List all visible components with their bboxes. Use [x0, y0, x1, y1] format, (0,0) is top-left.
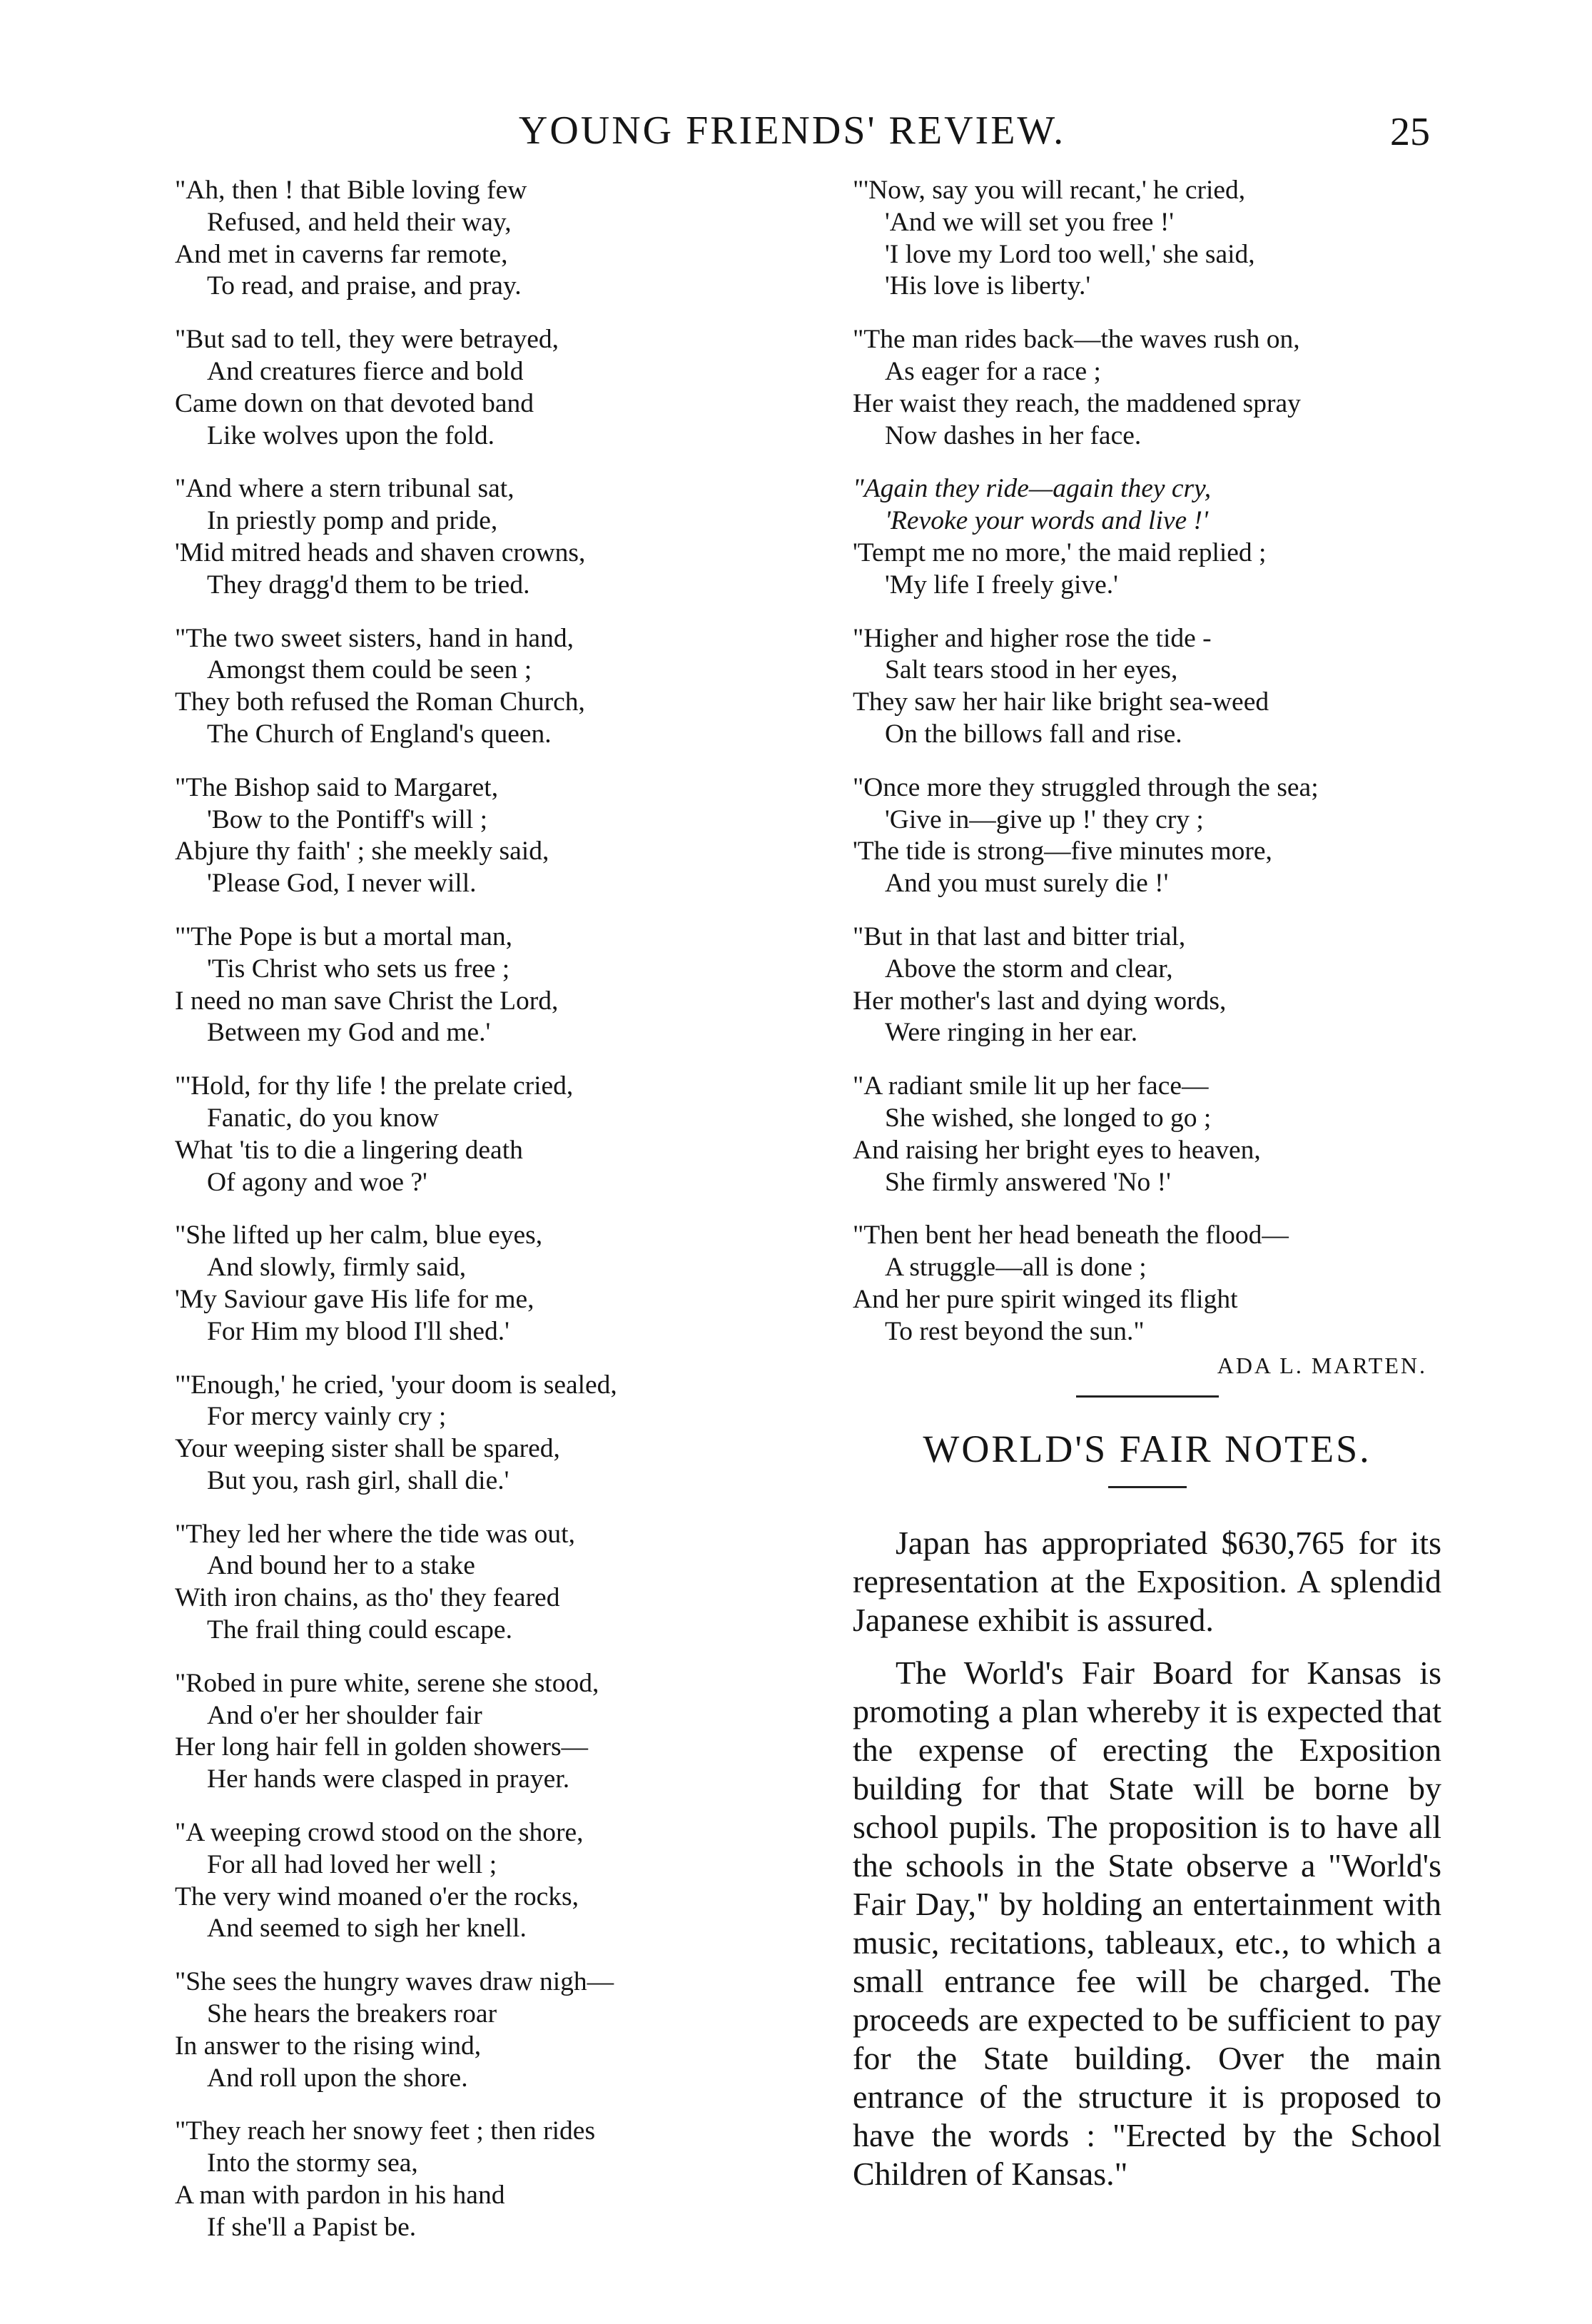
poem-stanza	[175, 1519, 781, 1647]
poem-line: "She sees the hungry waves draw nigh—	[175, 1967, 614, 1997]
title-divider	[1108, 1486, 1187, 1488]
poem-line: 'Please God, I never will.	[207, 869, 477, 899]
poem-line: And o'er her shoulder fair	[207, 1700, 482, 1730]
poem-line: "But sad to tell, they were betrayed,	[175, 325, 559, 355]
poem-line: Of agony and woe ?'	[207, 1167, 427, 1197]
poem-line: And seemed to sigh her knell.	[207, 1914, 527, 1944]
poem-line: A man with pardon in his hand	[175, 2181, 505, 2211]
poem-stanza	[175, 1817, 781, 1945]
poem-line: The Church of England's queen.	[207, 719, 552, 749]
poem-line: I need no man save Christ the Lord,	[175, 986, 559, 1016]
poem-line: 'The tide is strong—five minutes more,	[853, 837, 1272, 867]
poem-line: And her pure spirit winged its flight	[853, 1284, 1238, 1314]
poem-line: "Robed in pure white, serene she stood,	[175, 1668, 599, 1698]
poem-line: "'The Pope is but a mortal man,	[175, 921, 513, 951]
poem-line: And raising her bright eyes to heaven,	[853, 1135, 1261, 1165]
poem-line: "She lifted up her calm, blue eyes,	[175, 1221, 543, 1251]
poem-line: And creatures fierce and bold	[207, 356, 524, 386]
article-paragraph: The World's Fair Board for Kansas is promoting a plan whereby it is expected that the expense of erecting the Exposition building for that State will be borne by school pupils. The proposition is to have all the schools in the State observe a "World's Fair Day," by holding an entertainment with music, recitations, tableaux, etc., to which a small entrance fee will be charged. The proceeds are expected to be sufficient to pay for the State building. Over the main entrance of the structure it is proposed to have the words : "Erected by the School Children of Kansas."	[853, 1654, 1441, 2192]
poem-line: 'Give in—give up !' they cry ;	[885, 804, 1204, 834]
poem-line: "The Bishop said to Margaret,	[175, 772, 499, 802]
poem-line: "They led her where the tide was out,	[175, 1519, 575, 1549]
poem-line: 'Tis Christ who sets us free ;	[207, 954, 510, 984]
poem-line: "Again they ride—again they cry,	[853, 474, 1212, 504]
poem-line: Refused, and held their way,	[207, 207, 512, 237]
poem-line: Now dashes in her face.	[885, 420, 1142, 450]
poem-line: With iron chains, as tho' they feared	[175, 1583, 560, 1613]
poem-line: The frail thing could escape.	[207, 1615, 512, 1645]
poem-stanza	[175, 1966, 781, 2094]
poem-line: They dragg'd them to be tried.	[207, 570, 530, 600]
poem-line: 'Tempt me no more,' the maid replied ;	[853, 537, 1267, 567]
poem-line: Like wolves upon the fold.	[207, 420, 495, 450]
poem-line: "Once more they struggled through the sea;	[853, 772, 1319, 802]
poem-stanza	[853, 921, 1441, 1049]
poem-stanza	[853, 623, 1441, 751]
poem-line: 'Bow to the Pontiff's will ;	[207, 804, 488, 834]
right-column	[853, 175, 1441, 2208]
poem-line: Between my God and me.'	[207, 1018, 491, 1048]
poem-line: And met in caverns far remote,	[175, 239, 508, 269]
poem-author: ADA L. MARTEN.	[1217, 1352, 1427, 1378]
poem-line: Her long hair fell in golden showers—	[175, 1732, 589, 1762]
poem-line: She hears the breakers roar	[207, 1999, 497, 2029]
poem-line: In answer to the rising wind,	[175, 2031, 482, 2061]
poem-line: What 'tis to die a lingering death	[175, 1135, 523, 1165]
poem-stanza	[175, 1668, 781, 1796]
poem-line: "But in that last and bitter trial,	[853, 921, 1186, 951]
poem-line: They both refused the Roman Church,	[175, 687, 585, 717]
poem-stanza	[853, 772, 1441, 900]
poem-line: "Higher and higher rose the tide -	[853, 623, 1212, 653]
poem-line: For Him my blood I'll shed.'	[207, 1316, 509, 1346]
poem-stanza	[853, 1071, 1441, 1198]
poem-line: Your weeping sister shall be spared,	[175, 1434, 560, 1464]
poem-line: "'Enough,' he cried, 'your doom is sealed,	[175, 1370, 617, 1400]
poem-stanza	[175, 1370, 781, 1497]
poem-stanza	[853, 324, 1441, 452]
poem-line: 'Mid mitred heads and shaven crowns,	[175, 537, 586, 567]
poem-stanza	[175, 921, 781, 1049]
poem-line: 'And we will set you free !'	[885, 207, 1175, 237]
poem-line: And roll upon the shore.	[207, 2063, 468, 2093]
poem-line: To rest beyond the sun."	[885, 1316, 1145, 1346]
poem-line: "Ah, then ! that Bible loving few	[175, 176, 527, 205]
poem-line: Her hands were clasped in prayer.	[207, 1764, 570, 1794]
poem-line: Salt tears stood in her eyes,	[885, 655, 1178, 685]
poem-line: Amongst them could be seen ;	[207, 655, 532, 685]
poem-line: "'Hold, for thy life ! the prelate cried,	[175, 1071, 574, 1101]
poem-line: Above the storm and clear,	[885, 954, 1173, 984]
page-number: 25	[1390, 110, 1430, 154]
poem-line: "They reach her snowy feet ; then rides	[175, 2116, 596, 2146]
poem-stanza	[175, 473, 781, 601]
poem-line: A struggle—all is done ;	[885, 1253, 1147, 1283]
poem-stanza	[853, 473, 1441, 601]
poem-line: "And where a stern tribunal sat,	[175, 474, 514, 504]
poem-stanza	[853, 175, 1441, 303]
poem-line: 'His love is liberty.'	[885, 271, 1091, 301]
poem-stanza	[175, 623, 781, 751]
poem-line: In priestly pomp and pride,	[207, 506, 498, 536]
poem-stanza	[175, 1071, 781, 1198]
poem-line: She firmly answered 'No !'	[885, 1167, 1171, 1197]
section-divider	[1076, 1395, 1219, 1398]
poem-line: Were ringing in her ear.	[885, 1018, 1138, 1048]
poem-stanza	[853, 1220, 1441, 1348]
poem-stanza	[175, 2116, 781, 2243]
poem-line: And slowly, firmly said,	[207, 1253, 467, 1283]
poem-line: To read, and praise, and pray.	[207, 271, 522, 301]
poem-line: Into the stormy sea,	[207, 2148, 418, 2178]
poem-line: For all had loved her well ;	[207, 1849, 497, 1879]
poem-line: 'My life I freely give.'	[885, 570, 1118, 600]
poem-line: "The man rides back—the waves rush on,	[853, 325, 1300, 355]
poem-line: If she'll a Papist be.	[207, 2212, 417, 2242]
poem-line: As eager for a race ;	[885, 356, 1101, 386]
poem-line: Came down on that devoted band	[175, 388, 534, 418]
poem-line: "The two sweet sisters, hand in hand,	[175, 623, 574, 653]
poem-stanza	[175, 772, 781, 900]
poem-line: On the billows fall and rise.	[885, 719, 1182, 749]
poem-line: She wished, she longed to go ;	[885, 1103, 1212, 1133]
poem-line: But you, rash girl, shall die.'	[207, 1465, 509, 1495]
poem-line: "Then bent her head beneath the flood—	[853, 1221, 1289, 1251]
poem-line: The very wind moaned o'er the rocks,	[175, 1881, 579, 1911]
poem-line: 'My Saviour gave His life for me,	[175, 1284, 534, 1314]
poem-line: And you must surely die !'	[885, 869, 1169, 899]
poem-line: They saw her hair like bright sea-weed	[853, 687, 1269, 717]
poem-line: "A weeping crowd stood on the shore,	[175, 1818, 584, 1848]
poem-line: And bound her to a stake	[207, 1551, 475, 1581]
poem-line: For mercy vainly cry ;	[207, 1402, 447, 1432]
poem-line: Fanatic, do you know	[207, 1103, 439, 1133]
poem-line: 'Revoke your words and live !'	[885, 506, 1209, 536]
poem-line: "A radiant smile lit up her face—	[853, 1071, 1209, 1101]
running-head: YOUNG FRIENDS' REVIEW.	[518, 108, 1066, 153]
poem-stanza	[175, 175, 781, 303]
poem-line: Abjure thy faith' ; she meekly said,	[175, 837, 549, 867]
article-title: WORLD'S FAIR NOTES.	[923, 1427, 1372, 1470]
poem-stanza	[175, 1220, 781, 1348]
poem-line: "'Now, say you will recant,' he cried,	[853, 176, 1246, 205]
poem-line: Her waist they reach, the maddened spray	[853, 388, 1301, 418]
poem-left-column	[175, 175, 781, 2265]
article-paragraph: Japan has appropriated $630,765 for its representation at the Exposition. A splendid Japanese exhibit is assured.	[853, 1524, 1441, 1638]
poem-line: Her mother's last and dying words,	[853, 986, 1227, 1016]
poem-stanza	[175, 324, 781, 452]
poem-line: 'I love my Lord too well,' she said,	[885, 239, 1255, 269]
